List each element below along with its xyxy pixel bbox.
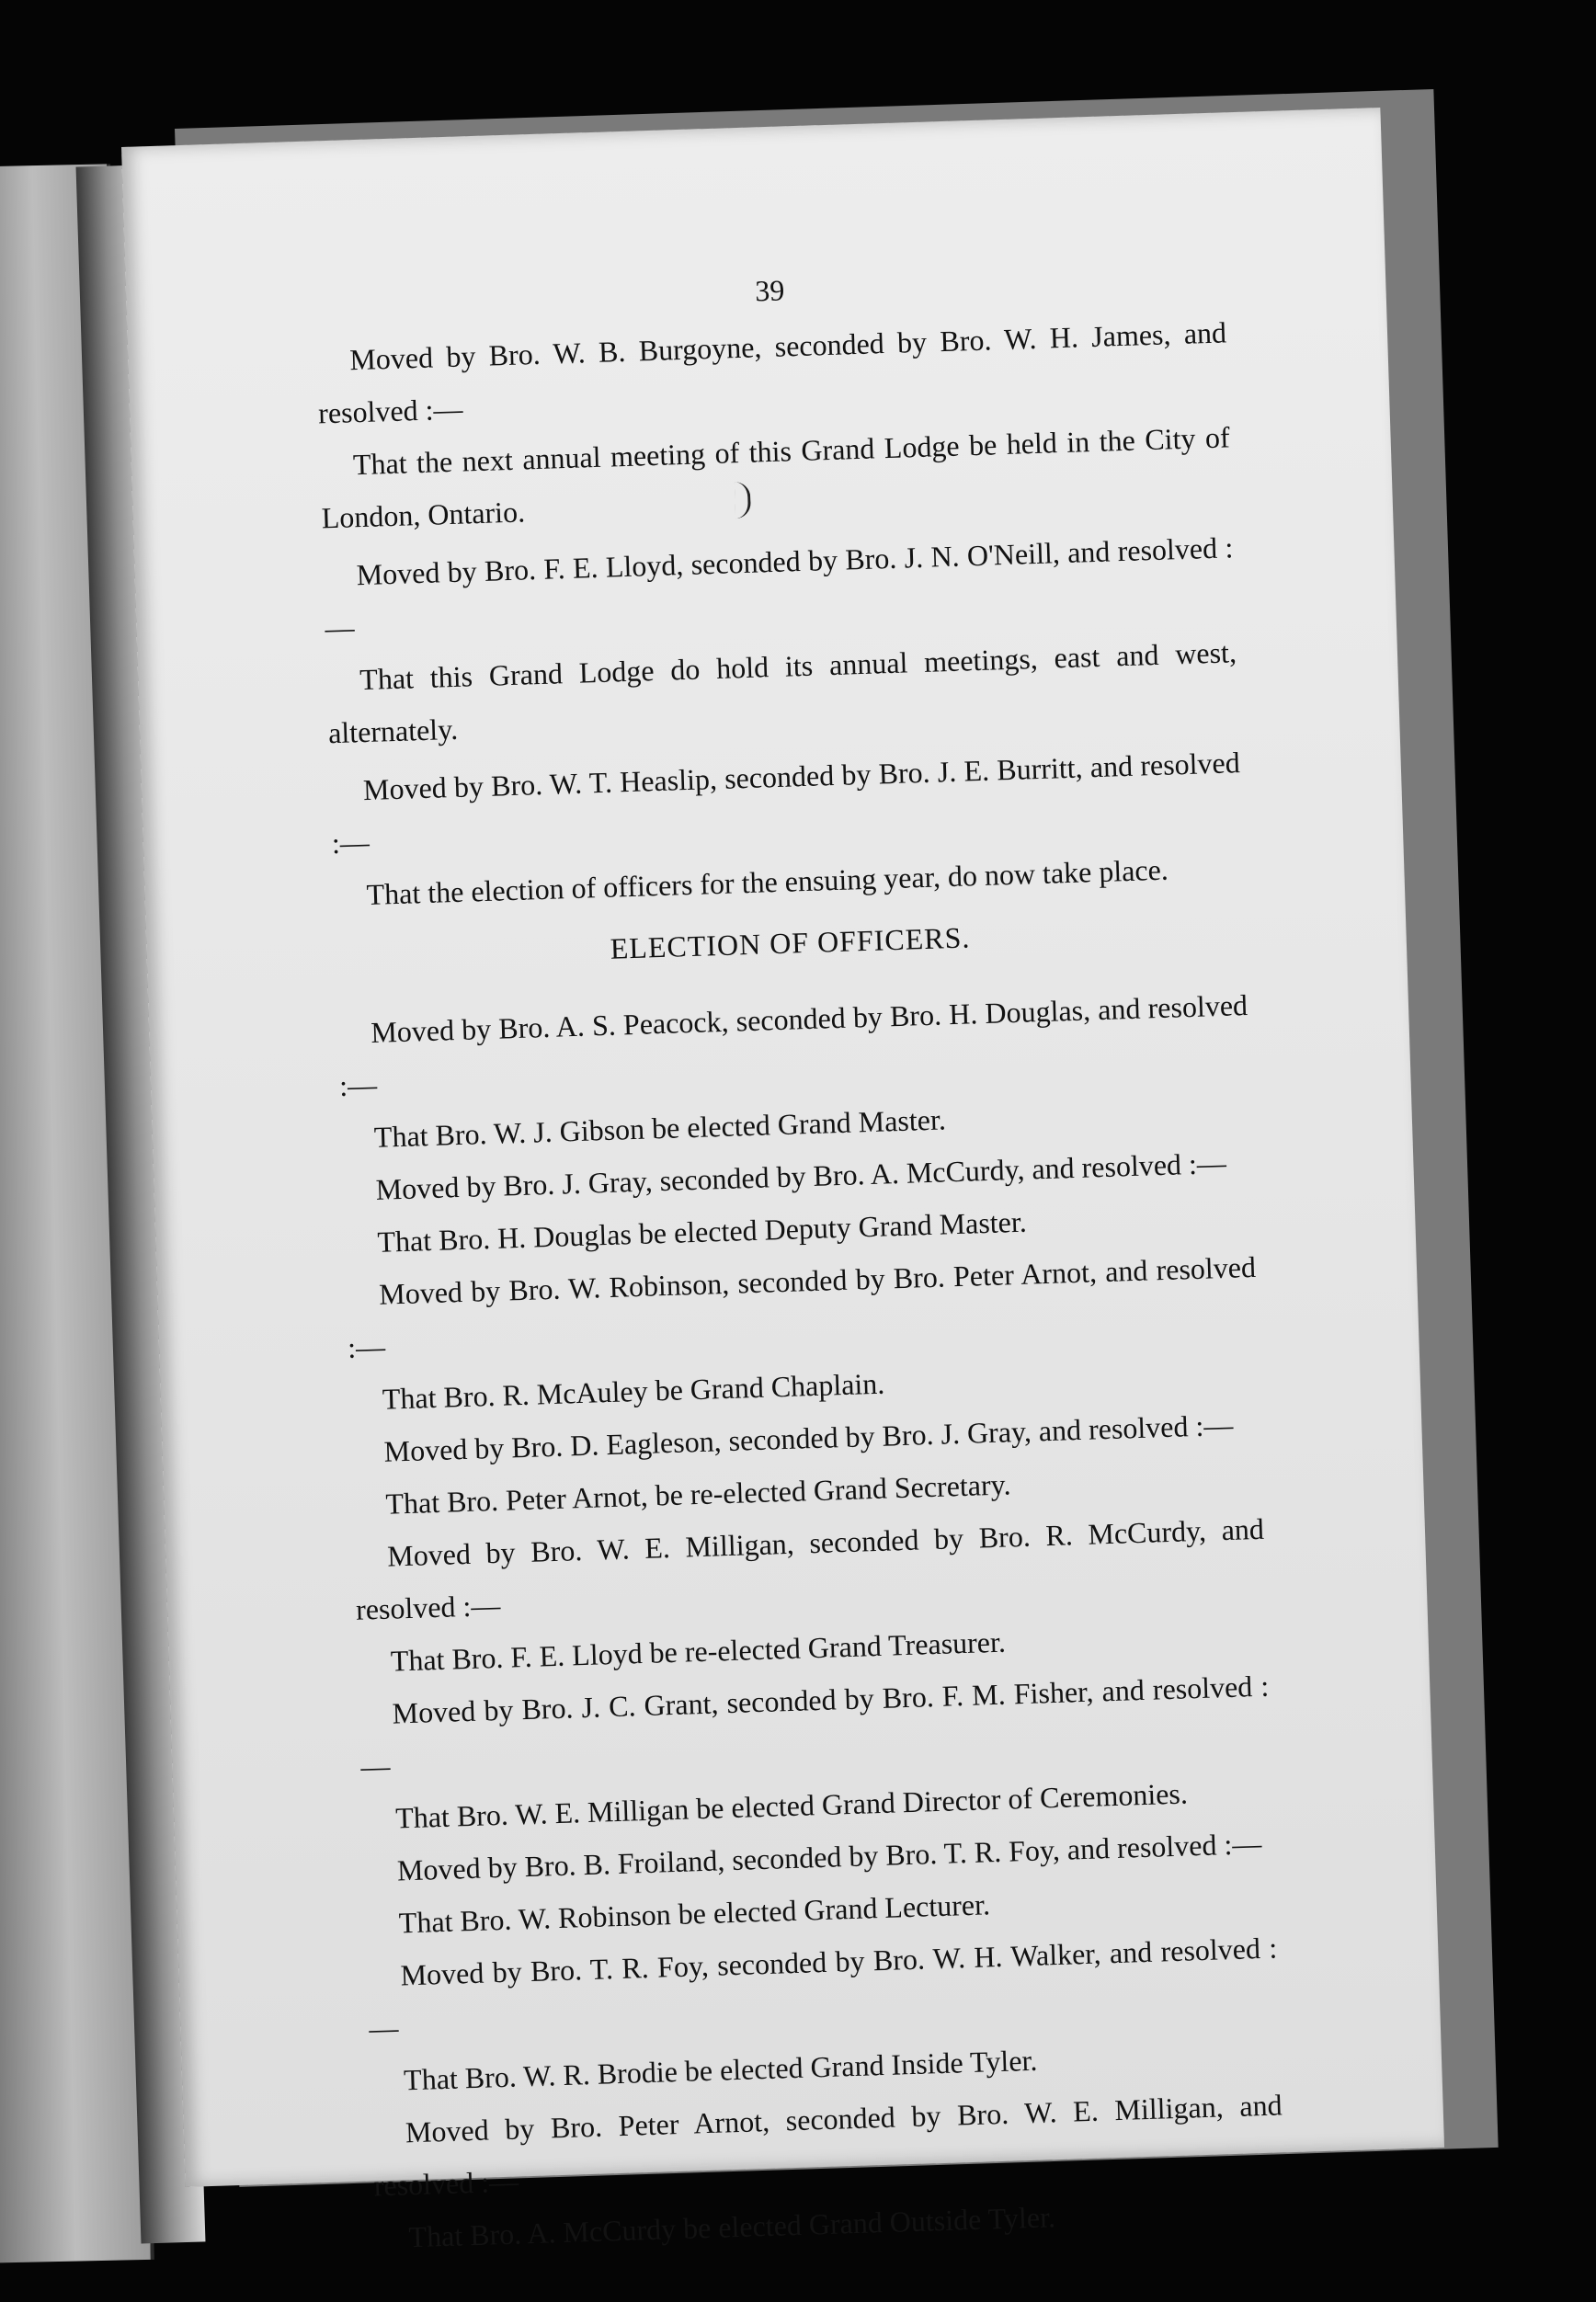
paragraph: That Bro. W. E. Milligan be elected Grand Director of Ceremonies. <box>394 1776 1189 1835</box>
paragraph: That the election of officers for the ensuing year, do now take place. <box>366 852 1169 912</box>
page-number: 39 <box>754 273 785 308</box>
paragraph: Moved by Bro. D. Eagleson, seconded by Bro. J. Gray, and resolved :— <box>383 1407 1234 1468</box>
paragraph: Moved by Bro. J. C. Grant, seconded by Bro. F. M. Fisher, and resolved :— <box>359 1669 1270 1783</box>
book-page <box>121 108 1444 2254</box>
paragraph: That Bro. H. Douglas be elected Deputy Grand Master. <box>376 1204 1028 1259</box>
paragraph: Moved by Bro. B. Froiland, seconded by Bro. T. R. Foy, and resolved :— <box>396 1826 1262 1887</box>
paragraph: Moved by Bro. Peter Arnot, seconded by Bro. W. E. Milligan, and resolved :— <box>373 2088 1283 2203</box>
paragraph: That the next annual meeting of this Grand Lodge be held in the City of London, Ontario. <box>321 420 1231 535</box>
paragraph: Moved by Bro. W. E. Milligan, seconded by Bro. R. McCurdy, and resolved :— <box>355 1511 1265 1626</box>
paragraph: Moved by Bro. T. R. Foy, seconded by Bro. W. H. Walker, and resolved :— <box>368 1931 1278 2046</box>
paragraph: Moved by Bro. A. S. Peacock, seconded by Bro. H. Douglas, and resolved :— <box>338 987 1248 1103</box>
paragraph: Moved by Bro. W. Robinson, seconded by Bro. Peter Arnot, and resolved :— <box>347 1249 1257 1364</box>
paragraph: Moved by Bro. F. E. Lloyd, seconded by Bro. J. N. O'Neill, and resolved :— <box>324 530 1234 645</box>
page-content <box>314 250 1286 2264</box>
paragraph: That this Grand Lodge do hold its annual meetings, east and west, alternately. <box>327 635 1237 750</box>
paragraph: That Bro. F. E. Lloyd be re-elected Grand Treasurer. <box>390 1624 1007 1678</box>
section-heading: ELECTION OF OFFICERS. <box>610 920 971 965</box>
paragraph: Moved by Bro. J. Gray, seconded by Bro. A. McCurdy, and resolved :— <box>375 1145 1227 1206</box>
paragraph: Moved by Bro. W. B. Burgoyne, seconded by Bro. W. H. James, and resolved :— <box>317 315 1227 430</box>
paragraph: That Bro. W. J. Gibson be elected Grand Master. <box>373 1102 947 1154</box>
paragraph: That Bro. R. McAuley be Grand Chaplain. <box>382 1366 885 1416</box>
paragraph: Moved by Bro. W. T. Heaslip, seconded by Bro. J. E. Burritt, and resolved :— <box>331 746 1241 860</box>
paragraph: That Bro. A. McCurdy be elected Grand Outside Tyler. <box>407 2200 1056 2254</box>
paragraph: That Bro. Peter Arnot, be re-elected Grand Secretary. <box>384 1467 1012 1521</box>
paragraph: That Bro. W. R. Brodie be elected Grand Inside Tyler. <box>403 2043 1038 2097</box>
paragraph: That Bro. W. Robinson be elected Grand Lecturer. <box>398 1887 991 1940</box>
